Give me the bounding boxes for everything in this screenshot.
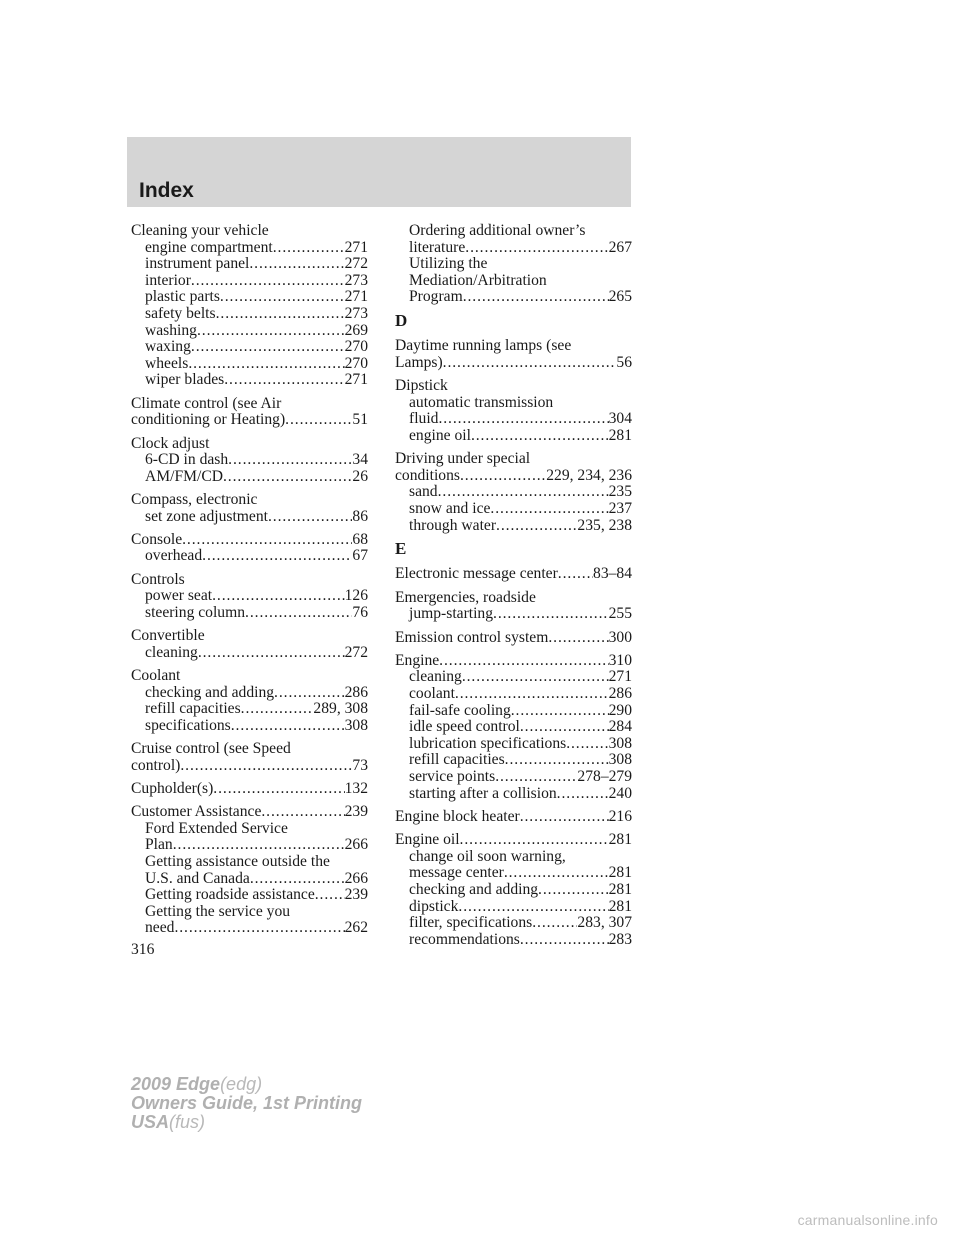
index-term bbox=[131, 532, 368, 549]
index-letter-heading: E bbox=[395, 538, 407, 558]
index-term-text: Clock adjust bbox=[131, 434, 210, 452]
index-subentry bbox=[131, 685, 368, 702]
index-subentry bbox=[395, 240, 632, 257]
index-term bbox=[131, 741, 368, 758]
index-term-text: overhead bbox=[145, 547, 203, 565]
index-page-ref: 281 bbox=[608, 864, 632, 882]
index-page-ref: 239 bbox=[344, 803, 368, 821]
index-term-text: conditioning or Heating) bbox=[131, 411, 286, 429]
index-term-text: Controls bbox=[131, 570, 185, 588]
index-page-ref: 266 bbox=[344, 836, 368, 854]
index-term bbox=[395, 355, 632, 372]
index-subentry bbox=[131, 837, 368, 854]
index-term bbox=[131, 628, 368, 645]
index-term-text: Mediation/Arbitration bbox=[409, 271, 547, 289]
index-term-text: waxing bbox=[145, 338, 191, 356]
index-entry bbox=[131, 668, 368, 734]
index-entry bbox=[131, 223, 368, 389]
dot-leader bbox=[245, 605, 352, 622]
index-subentry bbox=[395, 865, 632, 882]
index-page-ref: 308 bbox=[608, 734, 632, 752]
index-subentry bbox=[395, 428, 632, 445]
index-subentry bbox=[395, 289, 632, 306]
dot-leader bbox=[182, 532, 352, 549]
dot-leader bbox=[249, 256, 344, 273]
index-term-text: Engine oil bbox=[395, 831, 460, 849]
index-subentry bbox=[131, 904, 368, 921]
index-subentry bbox=[131, 306, 368, 323]
dot-leader bbox=[439, 653, 608, 670]
index-entry bbox=[395, 809, 632, 826]
index-page-ref: 216 bbox=[608, 807, 632, 825]
index-term-text: wiper blades bbox=[145, 371, 225, 389]
dot-leader bbox=[213, 781, 344, 798]
dot-leader bbox=[188, 356, 344, 373]
index-subentry bbox=[395, 686, 632, 703]
index-subentry bbox=[395, 769, 632, 786]
index-subentry bbox=[131, 273, 368, 290]
dot-leader bbox=[566, 736, 608, 753]
index-page-ref: 86 bbox=[352, 507, 368, 525]
index-term-text: fail-safe cooling bbox=[409, 701, 511, 719]
index-term-text: steering column bbox=[145, 603, 246, 621]
index-term-text: cleaning bbox=[145, 643, 198, 661]
index-subentry bbox=[131, 701, 368, 718]
dot-leader bbox=[532, 915, 577, 932]
index-page-ref: 281 bbox=[608, 897, 632, 915]
index-subentry bbox=[395, 256, 632, 273]
index-page-ref: 286 bbox=[344, 683, 368, 701]
index-page-ref: 269 bbox=[344, 321, 368, 339]
index-page-ref: 286 bbox=[608, 685, 632, 703]
index-page-ref: 271 bbox=[344, 371, 368, 389]
index-entry bbox=[131, 532, 368, 565]
index-term-text: Daytime running lamps (see bbox=[395, 337, 572, 355]
index-term-text: Program bbox=[409, 288, 463, 306]
index-page-ref: 278–279 bbox=[577, 768, 632, 786]
index-subentry bbox=[395, 273, 632, 290]
dot-leader bbox=[274, 685, 345, 702]
index-term-text: cleaning bbox=[409, 668, 462, 686]
index-page-ref: 289, 308 bbox=[313, 700, 368, 718]
index-subentry bbox=[395, 899, 632, 916]
index-term-text: safety belts bbox=[145, 304, 216, 322]
index-term-text: interior bbox=[145, 271, 191, 289]
index-term-text: Getting the service you bbox=[145, 902, 291, 920]
index-term-text: change oil soon warning, bbox=[409, 847, 566, 865]
index-term-text: Getting assistance outside the bbox=[145, 853, 330, 871]
index-term-text: U.S. and Canada bbox=[145, 869, 250, 887]
index-term-text: Cleaning your vehicle bbox=[131, 222, 269, 239]
dot-leader bbox=[471, 428, 609, 445]
index-term bbox=[131, 781, 368, 798]
dot-leader bbox=[460, 468, 546, 485]
index-subentry bbox=[131, 588, 368, 605]
index-subentry bbox=[395, 223, 632, 240]
index-subentry bbox=[131, 887, 368, 904]
dot-leader bbox=[191, 339, 345, 356]
index-page-ref: 83–84 bbox=[593, 565, 632, 583]
dot-leader bbox=[538, 882, 609, 899]
dot-leader bbox=[224, 372, 344, 389]
footer-printing: Owners Guide, 1st Printing bbox=[131, 1093, 363, 1113]
index-term-text: Getting roadside assistance bbox=[145, 886, 315, 904]
index-term-text: Lamps) bbox=[395, 353, 443, 371]
index-page-ref: 281 bbox=[608, 831, 632, 849]
index-page-ref: 132 bbox=[344, 780, 368, 797]
index-page-ref: 300 bbox=[608, 628, 632, 646]
index-entry bbox=[395, 338, 632, 371]
footer-market-code: (fus) bbox=[169, 1112, 206, 1132]
dot-leader bbox=[228, 452, 352, 469]
index-page-ref: 51 bbox=[352, 411, 368, 429]
index-subentry bbox=[131, 605, 368, 622]
index-term bbox=[395, 378, 632, 395]
header-band bbox=[127, 137, 631, 207]
index-entry bbox=[395, 378, 632, 444]
index-term-text: Electronic message center bbox=[395, 565, 558, 583]
index-term-text: through water bbox=[409, 516, 497, 534]
index-term-text: Dipstick bbox=[395, 377, 448, 395]
index-term-text: Coolant bbox=[131, 667, 181, 685]
index-term-text: Cruise control (see Speed bbox=[131, 740, 291, 758]
index-term-text: fluid bbox=[409, 410, 439, 428]
index-page-ref: 255 bbox=[608, 605, 632, 623]
index-subentry bbox=[395, 932, 632, 949]
index-subentry bbox=[131, 871, 368, 888]
index-term bbox=[131, 804, 368, 821]
dot-leader bbox=[520, 719, 609, 736]
index-entry bbox=[395, 566, 632, 583]
dot-leader bbox=[202, 548, 352, 565]
index-page-ref: 281 bbox=[608, 426, 632, 444]
dot-leader bbox=[465, 240, 608, 257]
index-entry bbox=[395, 451, 632, 534]
index-page-ref: 26 bbox=[352, 467, 368, 485]
index-entry bbox=[395, 653, 632, 802]
dot-leader bbox=[438, 484, 609, 501]
dot-leader bbox=[285, 412, 352, 429]
dot-leader bbox=[496, 518, 577, 535]
index-subentry bbox=[395, 719, 632, 736]
index-term-text: message center bbox=[409, 864, 504, 882]
index-subentry bbox=[131, 854, 368, 871]
index-page-ref: 34 bbox=[352, 451, 368, 469]
dot-leader bbox=[463, 289, 609, 306]
index-term-text: Plan bbox=[145, 836, 173, 854]
index-term-text: Driving under special bbox=[395, 450, 531, 468]
index-entry bbox=[395, 832, 632, 948]
index-term-text: recommendations bbox=[409, 930, 520, 948]
index-term-text: engine compartment bbox=[145, 238, 273, 256]
index-subentry bbox=[395, 501, 632, 518]
index-subentry bbox=[131, 920, 368, 937]
dot-leader bbox=[198, 645, 345, 662]
index-term bbox=[395, 809, 632, 826]
index-page-ref: 270 bbox=[344, 338, 368, 356]
index-subentry bbox=[131, 821, 368, 838]
index-entry bbox=[131, 804, 368, 937]
index-subentry bbox=[131, 240, 368, 257]
print-footer bbox=[131, 1075, 362, 1132]
index-term bbox=[395, 630, 632, 647]
index-term-text: lubrication specifications bbox=[409, 734, 567, 752]
footer-model-code: (edg) bbox=[220, 1074, 263, 1094]
index-subentry bbox=[395, 518, 632, 535]
index-page-ref: 67 bbox=[352, 547, 368, 565]
index-term-text: Emission control system bbox=[395, 628, 549, 646]
index-term-text: Customer Assistance bbox=[131, 803, 262, 821]
index-term-text: checking and adding bbox=[409, 880, 539, 898]
index-term-text: Climate control (see Air bbox=[131, 394, 282, 412]
index-page-ref: 265 bbox=[608, 288, 632, 306]
index-subentry bbox=[395, 915, 632, 932]
dot-leader bbox=[557, 786, 609, 803]
index-term-text: filter, specifications bbox=[409, 914, 533, 932]
dot-leader bbox=[455, 686, 609, 703]
dot-leader bbox=[511, 703, 609, 720]
index-subentry bbox=[395, 484, 632, 501]
index-subentry bbox=[131, 339, 368, 356]
index-term-text: coolant bbox=[409, 685, 455, 703]
index-term bbox=[395, 590, 632, 607]
dot-leader bbox=[261, 804, 344, 821]
index-term bbox=[131, 412, 368, 429]
dot-leader bbox=[505, 752, 609, 769]
index-subentry bbox=[131, 323, 368, 340]
index-term bbox=[131, 758, 368, 775]
dot-leader bbox=[191, 273, 345, 290]
index-subentry bbox=[131, 452, 368, 469]
dot-leader bbox=[212, 588, 344, 605]
index-term-text: need bbox=[145, 919, 175, 937]
index-term-text: automatic transmission bbox=[409, 393, 554, 411]
index-column-right bbox=[395, 223, 632, 955]
dot-leader bbox=[273, 240, 345, 257]
index-page-ref: 271 bbox=[344, 238, 368, 256]
index-term bbox=[131, 492, 368, 509]
index-entry bbox=[395, 630, 632, 647]
index-page-ref: 56 bbox=[616, 353, 632, 371]
index-term bbox=[395, 653, 632, 670]
index-term-text: snow and ice bbox=[409, 499, 491, 517]
index-page-ref: 308 bbox=[608, 751, 632, 769]
index-term-text: engine oil bbox=[409, 426, 471, 444]
index-term bbox=[131, 223, 368, 240]
index-term-text: Utilizing the bbox=[409, 255, 488, 273]
index-page-ref: 76 bbox=[352, 603, 368, 621]
dot-leader bbox=[495, 769, 577, 786]
dot-leader bbox=[520, 809, 609, 826]
index-entry bbox=[131, 572, 368, 622]
index-entry bbox=[131, 781, 368, 798]
index-term bbox=[395, 566, 632, 583]
index-term-text: conditions bbox=[395, 466, 460, 484]
index-term-text: plastic parts bbox=[145, 288, 220, 306]
index-page-ref: 262 bbox=[344, 919, 368, 937]
index-subentry bbox=[395, 736, 632, 753]
index-term bbox=[395, 338, 632, 355]
index-subentry bbox=[131, 256, 368, 273]
index-page-ref: 126 bbox=[344, 587, 368, 605]
index-term bbox=[395, 832, 632, 849]
index-subentry bbox=[395, 395, 632, 412]
dot-leader bbox=[438, 411, 608, 428]
index-term-text: sand bbox=[409, 483, 438, 501]
index-term-text: control) bbox=[131, 756, 181, 774]
dot-leader bbox=[241, 701, 314, 718]
index-subentry bbox=[395, 411, 632, 428]
dot-leader bbox=[231, 718, 345, 735]
index-page-ref: 284 bbox=[608, 718, 632, 736]
index-term-text: Engine bbox=[395, 651, 440, 669]
index-entry bbox=[131, 436, 368, 486]
index-page-ref: 272 bbox=[344, 255, 368, 273]
index-term-text: set zone adjustment bbox=[145, 507, 268, 525]
dot-leader bbox=[268, 509, 352, 526]
index-term bbox=[131, 668, 368, 685]
watermark: carmanualsonline.info bbox=[797, 1212, 938, 1228]
index-entry bbox=[395, 223, 632, 306]
index-page-ref: 273 bbox=[344, 304, 368, 322]
footer-model: 2009 Edge bbox=[131, 1074, 221, 1094]
index-page-ref: 235 bbox=[608, 483, 632, 501]
index-term-text: Console bbox=[131, 530, 183, 548]
index-subentry bbox=[131, 469, 368, 486]
index-term-text: dipstick bbox=[409, 897, 459, 915]
index-term-text: refill capacities bbox=[145, 700, 241, 718]
dot-leader bbox=[220, 289, 345, 306]
dot-leader bbox=[558, 566, 593, 583]
index-subentry bbox=[395, 606, 632, 623]
index-page-ref: 239 bbox=[344, 886, 368, 904]
index-page-ref: 273 bbox=[344, 271, 368, 289]
dot-leader bbox=[462, 669, 609, 686]
index-term-text: refill capacities bbox=[409, 751, 505, 769]
index-term-text: starting after a collision bbox=[409, 784, 557, 802]
index-subentry bbox=[131, 509, 368, 526]
dot-leader bbox=[174, 920, 344, 937]
dot-leader bbox=[216, 306, 345, 323]
index-term-text: washing bbox=[145, 321, 197, 339]
dot-leader bbox=[548, 630, 608, 647]
index-page-ref: 235, 238 bbox=[577, 516, 632, 534]
index-subentry bbox=[131, 718, 368, 735]
index-page-ref: 237 bbox=[608, 499, 632, 517]
dot-leader bbox=[443, 355, 617, 372]
index-term bbox=[131, 572, 368, 589]
index-page-ref: 271 bbox=[344, 288, 368, 306]
index-page-ref: 272 bbox=[344, 643, 368, 661]
index-term-text: instrument panel bbox=[145, 255, 250, 273]
dot-leader bbox=[493, 606, 609, 623]
dot-leader bbox=[504, 865, 609, 882]
index-letter-heading: D bbox=[395, 310, 408, 330]
index-term-text: power seat bbox=[145, 587, 213, 605]
index-entry bbox=[131, 396, 368, 429]
index-term-text: Cupholder(s) bbox=[131, 780, 214, 797]
index-page-ref: 229, 234, 236 bbox=[546, 466, 632, 484]
index-term-text: service points bbox=[409, 768, 496, 786]
index-term-text: Ford Extended Service bbox=[145, 819, 288, 837]
dot-leader bbox=[180, 758, 352, 775]
index-page-ref: 281 bbox=[608, 880, 632, 898]
index-term-text: wheels bbox=[145, 354, 189, 372]
dot-leader bbox=[458, 899, 608, 916]
index-subentry bbox=[395, 752, 632, 769]
index-column-left bbox=[131, 223, 368, 944]
index-term-text: AM/FM/CD bbox=[145, 467, 223, 485]
index-subentry bbox=[395, 849, 632, 866]
index-term-text: Emergencies, roadside bbox=[395, 588, 536, 606]
index-subentry bbox=[395, 786, 632, 803]
index-term bbox=[131, 436, 368, 453]
index-subentry bbox=[395, 703, 632, 720]
index-term-text: idle speed control bbox=[409, 718, 520, 736]
index-page-ref: 270 bbox=[344, 354, 368, 372]
dot-leader bbox=[460, 832, 609, 849]
index-term bbox=[395, 451, 632, 468]
index-term-text: literature bbox=[409, 238, 466, 256]
index-page-ref: 283, 307 bbox=[577, 914, 632, 932]
index-page-ref: 266 bbox=[344, 869, 368, 887]
index-page-ref: 68 bbox=[352, 530, 368, 548]
page-title: Index bbox=[139, 179, 194, 202]
index-page-ref: 304 bbox=[608, 410, 632, 428]
index-entry bbox=[131, 628, 368, 661]
index-term-text: jump-starting bbox=[409, 605, 494, 623]
index-term-text: Engine block heater bbox=[395, 807, 520, 825]
index-term-text: checking and adding bbox=[145, 683, 275, 701]
index-subentry bbox=[131, 645, 368, 662]
dot-leader bbox=[520, 932, 609, 949]
index-entry bbox=[131, 492, 368, 525]
index-page-ref: 240 bbox=[608, 784, 632, 802]
index-subentry bbox=[131, 548, 368, 565]
index-subentry bbox=[131, 372, 368, 389]
index-page-ref: 73 bbox=[352, 756, 368, 774]
index-page-ref: 283 bbox=[608, 930, 632, 948]
dot-leader bbox=[490, 501, 608, 518]
index-term-text: Ordering additional owner’s bbox=[409, 222, 586, 239]
index-page-ref: 308 bbox=[344, 716, 368, 734]
index-subentry bbox=[395, 882, 632, 899]
dot-leader bbox=[250, 871, 345, 888]
footer-market: USA bbox=[131, 1112, 170, 1132]
index-term-text: Compass, electronic bbox=[131, 490, 258, 508]
index-term bbox=[395, 468, 632, 485]
index-term-text: 6-CD in dash bbox=[145, 451, 229, 469]
index-entry bbox=[131, 741, 368, 774]
index-page-ref: 271 bbox=[608, 668, 632, 686]
index-subentry bbox=[131, 289, 368, 306]
dot-leader bbox=[173, 837, 345, 854]
dot-leader bbox=[197, 323, 345, 340]
index-page-ref: 310 bbox=[608, 651, 632, 669]
index-entry bbox=[395, 590, 632, 623]
index-term-text: Convertible bbox=[131, 627, 205, 645]
index-subentry bbox=[131, 356, 368, 373]
page-number: 316 bbox=[131, 941, 155, 958]
index-term bbox=[131, 396, 368, 413]
index-page-ref: 267 bbox=[608, 238, 632, 256]
index-page-ref: 290 bbox=[608, 701, 632, 719]
dot-leader bbox=[315, 887, 345, 904]
dot-leader bbox=[223, 469, 352, 486]
index-term-text: specifications bbox=[145, 716, 231, 734]
index-subentry bbox=[395, 669, 632, 686]
